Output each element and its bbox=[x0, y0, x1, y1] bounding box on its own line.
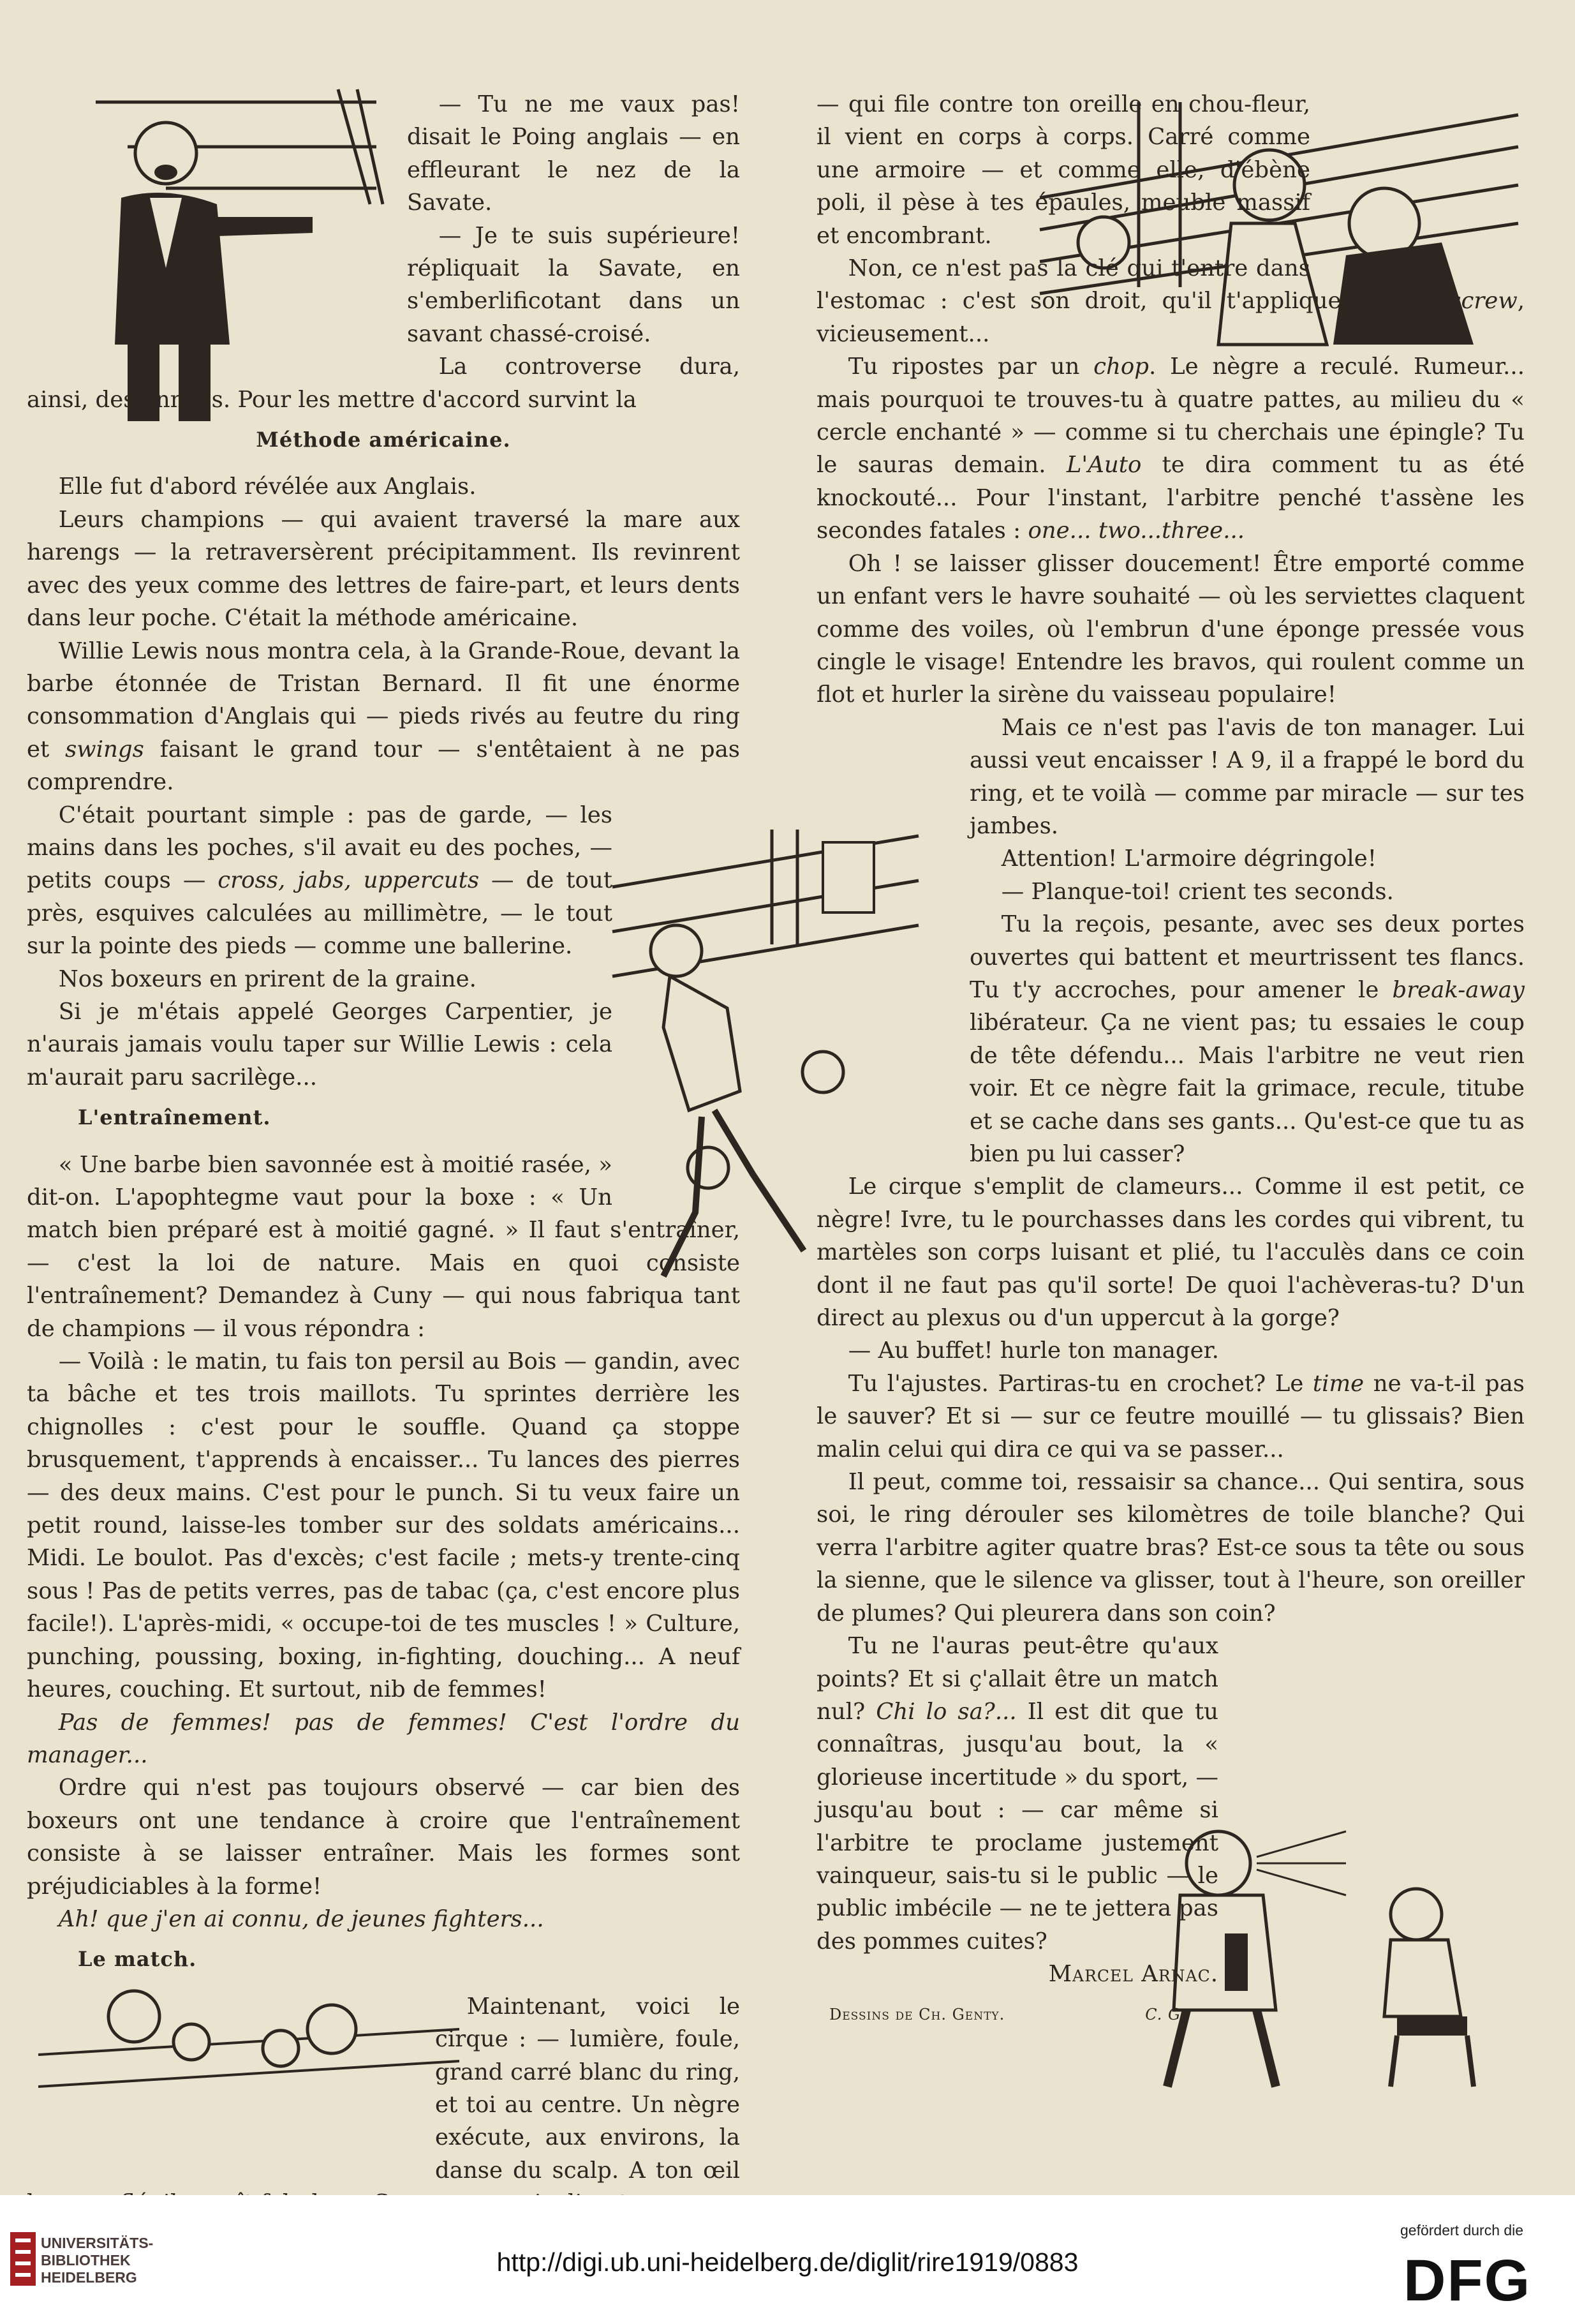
paragraph: — Au buffet! hurle ton manager. bbox=[848, 1337, 1219, 1364]
paragraph: Ah! que j'en ai connu, de jeunes fighters... bbox=[58, 1905, 544, 1932]
paragraph: Tu l'ajustes. Partiras-tu en crochet? Le time ne va-t-il pas le sauver? Et si — sur ce feutre mouillé — tu glissais? Bien malin celui qui dira ce qui va se passer... bbox=[817, 1370, 1525, 1463]
paragraph: Tu ripostes par un chop. Le nègre a reculé. Rumeur... mais pourquoi te trouves-tu à quatre pattes, au milieu du « cercle enchanté » — comme si tu cherchais une épingle? Tu le sauras demain. L'Auto te dira comment tu as été knockouté... Pour l'instant, l'arbitre penché t'assène les secondes fatales : one... two...three... bbox=[817, 354, 1525, 544]
paragraph: Elle fut d'abord révélée aux Anglais. bbox=[58, 473, 477, 500]
paragraph: « Une barbe bien savonnée est à moitié rasée, » dit-on. L'apophtegme vaut pour la boxe : « Un match bien préparé est à moitié gagné. » Il faut s'entraîner, — c'est la loi de nature. Mais en quoi consiste l'entraînement? Demandez à Cuny — qui nous fabriqua tant de champions — il vous répondra : bbox=[27, 1151, 740, 1342]
section-heading-methode: Méthode américaine. bbox=[256, 428, 511, 452]
paragraph: Leurs champions — qui avaient traversé la mare aux harengs — la retraversèrent précipitamment. Ils revinrent avec des yeux comme des lettres de faire-part, et leurs dents dans leur poche. C'était la méthode américaine. bbox=[27, 506, 740, 632]
paragraph: Oh ! se laisser glisser doucement! Être emporté comme un enfant vers le havre souhaité — où les serviettes claquent comme des voiles, où l'embrun d'une éponge pressée vous cingle le visage! Entendre les bravos, qui roulent comme un flot et hurler la sirène du vaisseau populaire! bbox=[817, 550, 1525, 708]
source-url[interactable]: http://digi.ub.uni-heidelberg.de/diglit/rire1919/0883 bbox=[496, 2247, 1079, 2277]
paragraph: La controverse dura, ainsi, des années. Pour les mettre d'accord survint la bbox=[27, 354, 740, 413]
paragraph: Tu la reçois, pesante, avec ses deux portes ouvertes qui battent et meurtrissent tes flancs. Tu t'y accroches, pour amener le break-away libérateur. Ça ne vient pas; tu essaies le coup de tête défendu... Mais l'arbitre ne veut rien voir. Et ce nègre fait la grimace, recule, titube et se cache dans ses gants... Qu'est-ce que tu as bien pu lui casser? bbox=[970, 911, 1525, 1167]
right-column bbox=[817, 88, 1525, 2031]
university-library-name: UNIVERSITÄTS- BIBLIOTHEK HEIDELBERG bbox=[41, 2235, 154, 2286]
author-signature: Marcel Arnac. bbox=[1048, 1961, 1218, 1988]
funding-note: gefördert durch die bbox=[1400, 2222, 1524, 2238]
paragraph: Mais ce n'est pas l'avis de ton manager. Lui aussi veut encaisser ! A 9, il a frappé le bord du ring, et te voilà — comme par miracle — sur tes jambes. bbox=[970, 714, 1525, 839]
section-heading-match: Le match. bbox=[78, 1947, 197, 1972]
paragraph: — Voilà : le matin, tu fais ton persil au Bois — gandin, avec ta bâche et tes trois maillots. Tu sprintes derrière les chignolles : c'est pour le souffle. Quand ça stoppe brusquement, t'apprends à encaisser... Tu lances des pierres — des deux mains. C'est pour le punch. Si tu veux faire un petit round, laisse-les tomber sur des soldats américains... Midi. Le boulot. Pas d'excès; c'est facile ; mets-y trente-cinq sous ! Pas de petits verres, pas de tabac (ça, c'est encore plus facile!). L'après-midi, « occupe-toi de tes muscles ! » Culture, punching, poussing, boxing, in-fighting, douching... A neuf heures, couching. Et surtout, nib de femmes! bbox=[27, 1348, 740, 1703]
paragraph: — Tu ne me vaux pas! disait le Poing anglais — en effleurant le nez de la Savate. bbox=[407, 91, 740, 216]
paragraph: Il peut, comme toi, ressaisir sa chance... Qui sentira, sous soi, le ring dérouler ses kilomètres de toile blanche? Qui verra l'arbitre agiter quatre bras? Est-ce sous ta tête ou sous la sienne, que le silence va glisser, tout à l'heure, son oreiller de plumes? Qui pleurera dans son coin? bbox=[817, 1469, 1525, 1627]
paragraph: Non, ce n'est pas la clé qui t'entre dans l'estomac : c'est son droit, qu'il t'applique en corkscrew, vicieusement... bbox=[817, 255, 1525, 347]
left-column bbox=[27, 88, 740, 2220]
paragraph: C'était pourtant simple : pas de garde, — les mains dans les poches, s'il avait eu des poches, — petits coups — cross, jabs, uppercuts — de tout près, esquives calculées au millimètre, — le tout sur la pointe des pieds — comme une ballerine. bbox=[27, 801, 612, 960]
paragraph: — Je te suis supérieure! répliquait la Savate, en s'emberlificotant dans un savant chassé-croisé. bbox=[407, 222, 740, 347]
paragraph: Willie Lewis nous montra cela, à la Grande-Roue, devant la barbe étonnée de Tristan Bernard. Il fit une énorme consommation d'Anglais qui — pieds rivés au feutre du ring et swings faisant le grand tour — s'entêtaient à ne pas comprendre. bbox=[27, 637, 740, 796]
paragraph: Attention! L'armoire dégringole! bbox=[1001, 845, 1377, 872]
paragraph: Ordre qui n'est pas toujours observé — car bien des boxeurs ont une tendance à croire que l'entraînement consiste à se laisser entraîner. Mais les formes sont préjudiciables à la forme! bbox=[27, 1775, 740, 1900]
library-footer bbox=[0, 2195, 1575, 2324]
paragraph: Tu ne l'auras peut-être qu'aux points? Et si ç'allait être un match nul? Chi lo sa?... Il est dit que tu connaîtras, jusqu'au bout, la « glorieuse incertitude » du sport, — jusqu'au bout : — car même si l'arbitre te proclame justement vainqueur, sais-tu si le public — le public imbécile — ne te jettera pas des pommes cuites? bbox=[817, 1633, 1218, 1955]
paragraph: Le cirque s'emplit de clameurs... Comme il est petit, ce nègre! Ivre, tu le pourchasses dans les cordes qui vibrent, tu martèles son corps luisant et plié, tu l'acculès dans ce coin dont il ne faut pas qu'il sorte! De quoi l'achèveras-tu? D'un direct au plexus ou d'un uppercut à la gorge? bbox=[817, 1173, 1525, 1332]
dfg-logo: DFG bbox=[1403, 2248, 1532, 2313]
paragraph: — qui file contre ton oreille en chou-fleur, il vient en corps à corps. Carré comme une armoire — et comme elle, d'ébène poli, il pèse à tes épaules, meuble massif et encombrant. bbox=[817, 91, 1310, 249]
illustration-credit: Dessins de Ch. Genty. C. G. bbox=[829, 2005, 1186, 2023]
paragraph: Nos boxeurs en prirent de la graine. bbox=[58, 965, 477, 992]
paragraph: Maintenant, voici le cirque : — lumière, foule, grand carré blanc du ring, et toi au centre. Un nègre exécute, aux environs, la danse du scalp. A ton œil bbox=[435, 1993, 740, 2184]
section-heading-entrainement: L'entraînement. bbox=[78, 1105, 271, 1130]
paragraph: Si je m'étais appelé Georges Carpentier, je n'aurais jamais voulu taper sur Willie Lewis : cela m'aurait paru sacrilège... bbox=[27, 998, 612, 1091]
paragraph: Pas de femmes! pas de femmes! C'est l'ordre du manager... bbox=[27, 1709, 740, 1768]
paragraph: — Planque-toi! crient tes seconds. bbox=[1001, 878, 1394, 905]
